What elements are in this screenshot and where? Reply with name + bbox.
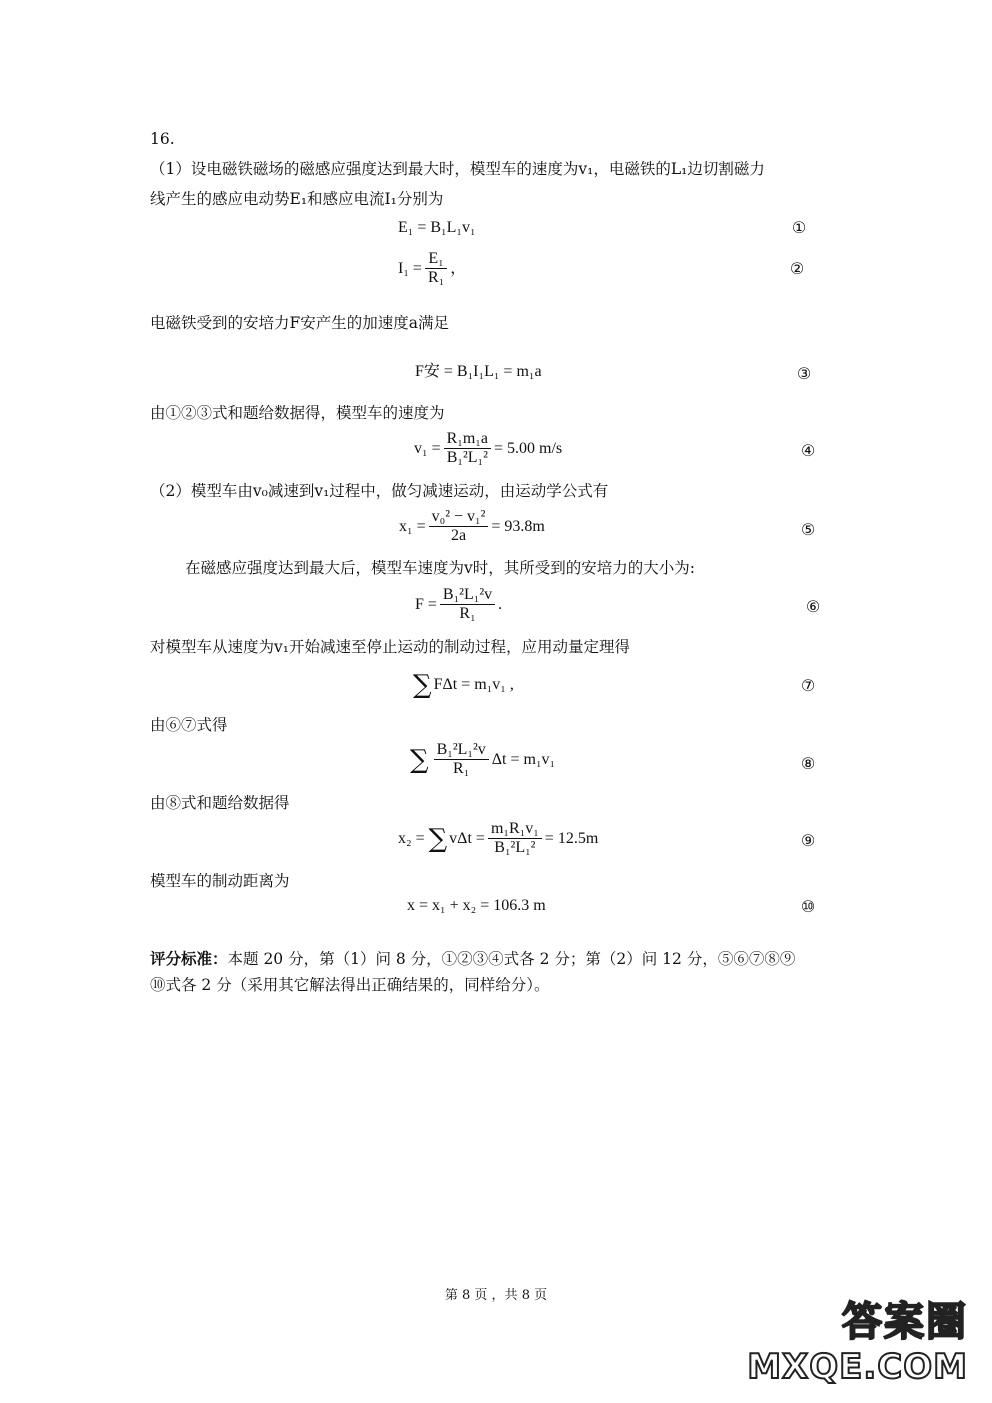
- eq9-fraction: [488, 820, 542, 857]
- grading-line-2: ⑩式各 2 分（采用其它解法得出正确结果的，同样给分）。: [150, 976, 550, 994]
- equation-6: [415, 586, 502, 623]
- eq8-rhs: Δt = m₁v₁: [491, 750, 556, 768]
- grading-text-1: 本题 20 分，第（1）问 8 分，①②③④式各 2 分；第（2）问 12 分，⑤⑥⑦⑧⑨: [227, 950, 796, 968]
- eq5-lhs: x₁ =: [399, 517, 426, 535]
- eq9-numerator: m₁R₁v₁: [488, 820, 542, 839]
- eq2-tail: ，: [450, 259, 467, 277]
- eq9-rhs: = 12.5m: [544, 829, 599, 847]
- text-from-123: 由①②③式和题给数据得，模型车的速度为: [150, 404, 445, 422]
- equation-7: [413, 670, 514, 700]
- eq2-numerator: E₁: [425, 250, 446, 269]
- watermark-text-chinese: 答案圈: [842, 1299, 968, 1345]
- sum-symbol: ∑: [410, 744, 429, 775]
- eq4-fraction: [444, 430, 491, 467]
- text-braking-distance: 模型车的制动距离为: [150, 872, 290, 890]
- equation-label-10: ⑩: [800, 897, 816, 916]
- eq9-lhs: x₂ =: [398, 829, 425, 847]
- eq7-body: FΔt = m₁v₁ ,: [433, 676, 514, 693]
- equation-label-2: ②: [789, 259, 805, 278]
- text-momentum-theorem: 对模型车从速度为v₁开始减速至停止运动的制动过程，应用动量定理得: [150, 638, 630, 656]
- eq4-lhs: v₁ =: [414, 439, 441, 457]
- equation-label-4: ④: [800, 441, 816, 460]
- eq6-fraction: [440, 586, 495, 623]
- equation-label-9: ⑨: [800, 831, 816, 850]
- eq9-mid: vΔt =: [449, 829, 485, 847]
- part1-intro-line1: （1）设电磁铁磁场的磁感应强度达到最大时，模型车的速度为v₁，电磁铁的L₁边切割磁力: [150, 160, 765, 178]
- eq4-rhs: = 5.00 m/s: [493, 439, 563, 457]
- text-after-max-field: 在磁感应强度达到最大后，模型车速度为v时，其所受到的安培力的大小为:: [185, 559, 695, 577]
- eq8-fraction: [434, 741, 489, 778]
- watermark-logo: [747, 1295, 978, 1395]
- grading-heading: 评分标准：: [150, 950, 228, 968]
- equation-4: [414, 430, 562, 467]
- eq8-numerator: B₁²L₁²v: [434, 741, 489, 760]
- eq4-numerator: R₁m₁a: [444, 430, 491, 449]
- eq2-fraction: [425, 250, 447, 287]
- equation-8: [410, 741, 555, 778]
- sum-symbol: ∑: [428, 823, 448, 854]
- equation-label-8: ⑧: [800, 754, 816, 773]
- watermark-text-url: MXQE.COM: [747, 1347, 968, 1387]
- sum-symbol: ∑: [413, 670, 432, 700]
- part2-intro: （2）模型车由v₀减速到v₁过程中，做匀减速运动，由运动学公式有: [150, 482, 609, 500]
- eq5-rhs: = 93.8m: [491, 517, 545, 535]
- eq2-lhs: I₁ =: [398, 259, 422, 277]
- eq2-denominator: R₁: [427, 269, 445, 286]
- grading-line-1: [150, 948, 795, 970]
- equation-3: F安 = B₁I₁L₁ = m₁a: [415, 363, 542, 380]
- problem-number: 16.: [150, 130, 175, 148]
- eq9-denominator: B₁²L₁²: [494, 839, 536, 856]
- text-from-67: 由⑥⑦式得: [150, 716, 228, 734]
- text-from-8: 由⑧式和题给数据得: [150, 794, 290, 812]
- eq5-fraction: [429, 508, 489, 545]
- eq6-lhs: F =: [415, 595, 437, 613]
- eq8-denominator: R₁: [453, 760, 470, 777]
- page-footer: 第 8 页 ，共 8 页: [444, 1288, 548, 1303]
- equation-5: [399, 508, 545, 545]
- equation-label-5: ⑤: [800, 520, 816, 539]
- eq6-numerator: B₁²L₁²v: [440, 586, 495, 605]
- equation-1: E₁ = B₁L₁v₁: [398, 219, 476, 236]
- eq5-numerator: v₀² − v₁²: [429, 508, 489, 527]
- part1-intro-line2: 线产生的感应电动势E₁和感应电流I₁分别为: [150, 190, 444, 208]
- eq4-denominator: B₁²L₁²: [446, 449, 488, 466]
- equation-label-1: ①: [791, 218, 807, 237]
- equation-label-6: ⑥: [805, 597, 821, 616]
- eq5-denominator: 2a: [450, 527, 467, 544]
- eq6-denominator: R₁: [459, 605, 476, 622]
- text-ampere-force: 电磁铁受到的安培力F安产生的加速度a满足: [150, 314, 449, 332]
- equation-2: [398, 250, 466, 287]
- eq6-tail: .: [498, 595, 503, 613]
- equation-label-3: ③: [796, 364, 812, 383]
- equation-9: [398, 820, 598, 857]
- equation-label-7: ⑦: [800, 676, 816, 695]
- equation-10: x = x₁ + x₂ = 106.3 m: [407, 897, 546, 914]
